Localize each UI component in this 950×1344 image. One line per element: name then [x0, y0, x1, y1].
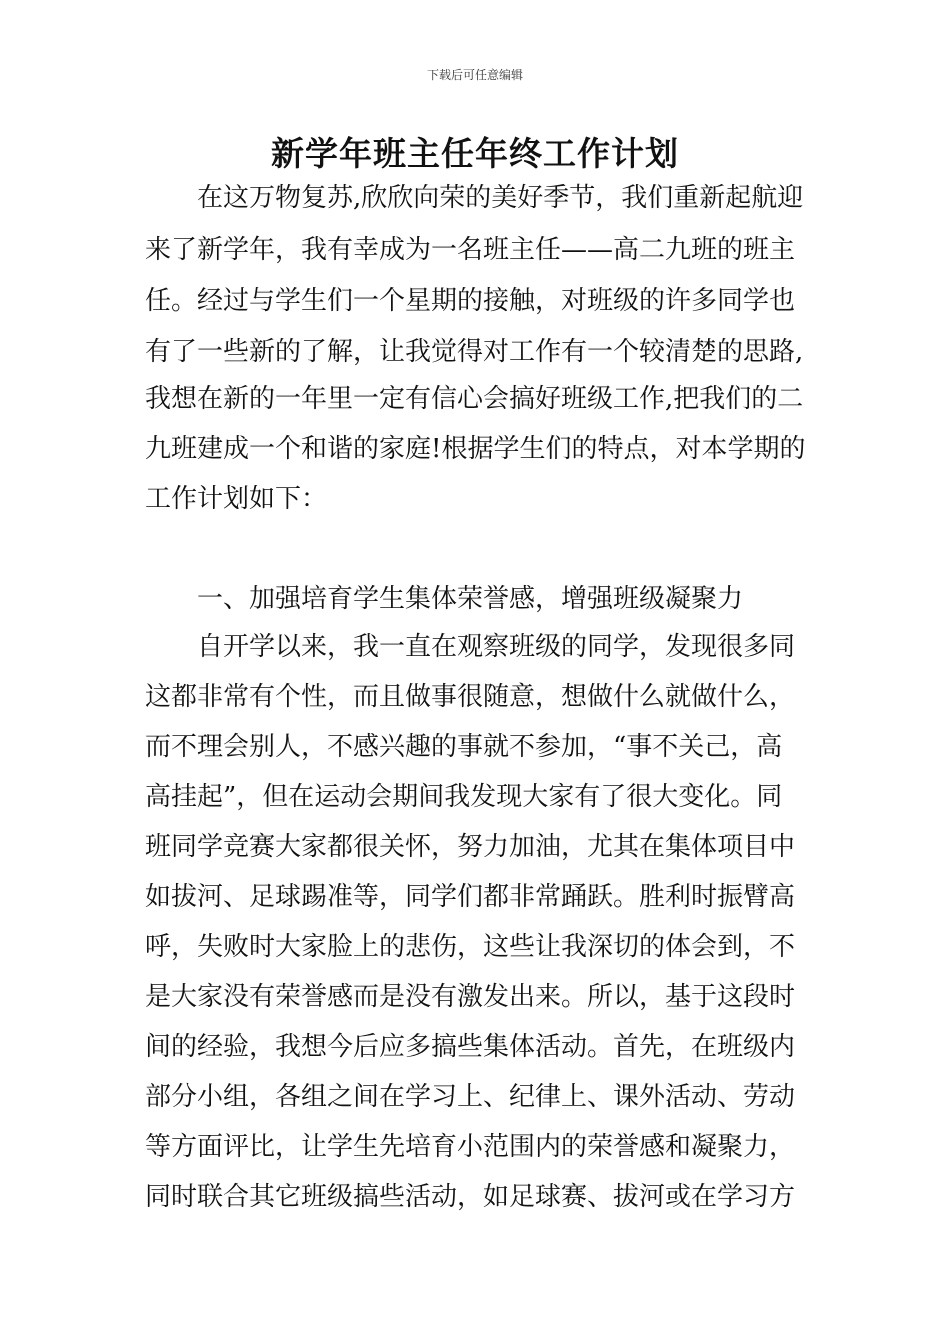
paragraph-line: 工作计划如下： [145, 484, 328, 514]
paragraph-line: 而不理会别人，不感兴趣的事就不参加，“事不关己，高 [145, 732, 783, 762]
paragraph-line: 在这万物复苏,欣欣向荣的美好季节，我们重新起航迎 [145, 183, 804, 213]
paragraph-line: 高挂起”，但在运动会期间我发现大家有了很大变化。同 [145, 782, 783, 812]
document-title: 新学年班主任年终工作计划 [271, 134, 679, 173]
paragraph-line: 这都非常有个性，而且做事很随意，想做什么就做什么， [145, 682, 796, 712]
paragraph-line: 九班建成一个和谐的家庭!根据学生们的特点，对本学期的 [145, 434, 806, 464]
paragraph-line: 班同学竞赛大家都很关怀，努力加油，尤其在集体项目中 [145, 832, 796, 862]
paragraph-line: 等方面评比，让学生先培育小范围内的荣誉感和凝聚力， [145, 1132, 796, 1162]
paragraph-line: 自开学以来，我一直在观察班级的同学，发现很多同 [145, 632, 796, 662]
header-note: 下载后可任意编辑 [426, 68, 523, 82]
paragraph-line: 如拔河、足球踢准等，同学们都非常踊跃。胜利时振臂高 [145, 882, 796, 912]
paragraph-line: 来了新学年，我有幸成为一名班主任——高二九班的班主 [145, 235, 796, 265]
paragraph-line: 部分小组，各组之间在学习上、纪律上、课外活动、劳动 [145, 1082, 796, 1112]
paragraph-line: 同时联合其它班级搞些活动，如足球赛、拔河或在学习方 [145, 1182, 796, 1212]
paragraph-line: 有了一些新的了解，让我觉得对工作有一个较清楚的思路, [145, 337, 804, 367]
paragraph-line: 呼，失败时大家脸上的悲伤，这些让我深切的体会到，不 [145, 932, 796, 962]
paragraph-line: 我想在新的一年里一定有信心会搞好班级工作,把我们的二 [145, 384, 804, 414]
paragraph-line: 任。经过与学生们一个星期的接触，对班级的许多同学也 [145, 286, 796, 316]
paragraph-line: 间的经验，我想今后应多搞些集体活动。首先，在班级内 [145, 1032, 796, 1062]
paragraph-line: 是大家没有荣誉感而是没有激发出来。所以，基于这段时 [145, 982, 796, 1012]
section-heading: 一、加强培育学生集体荣誉感，增强班级凝聚力 [145, 584, 744, 614]
